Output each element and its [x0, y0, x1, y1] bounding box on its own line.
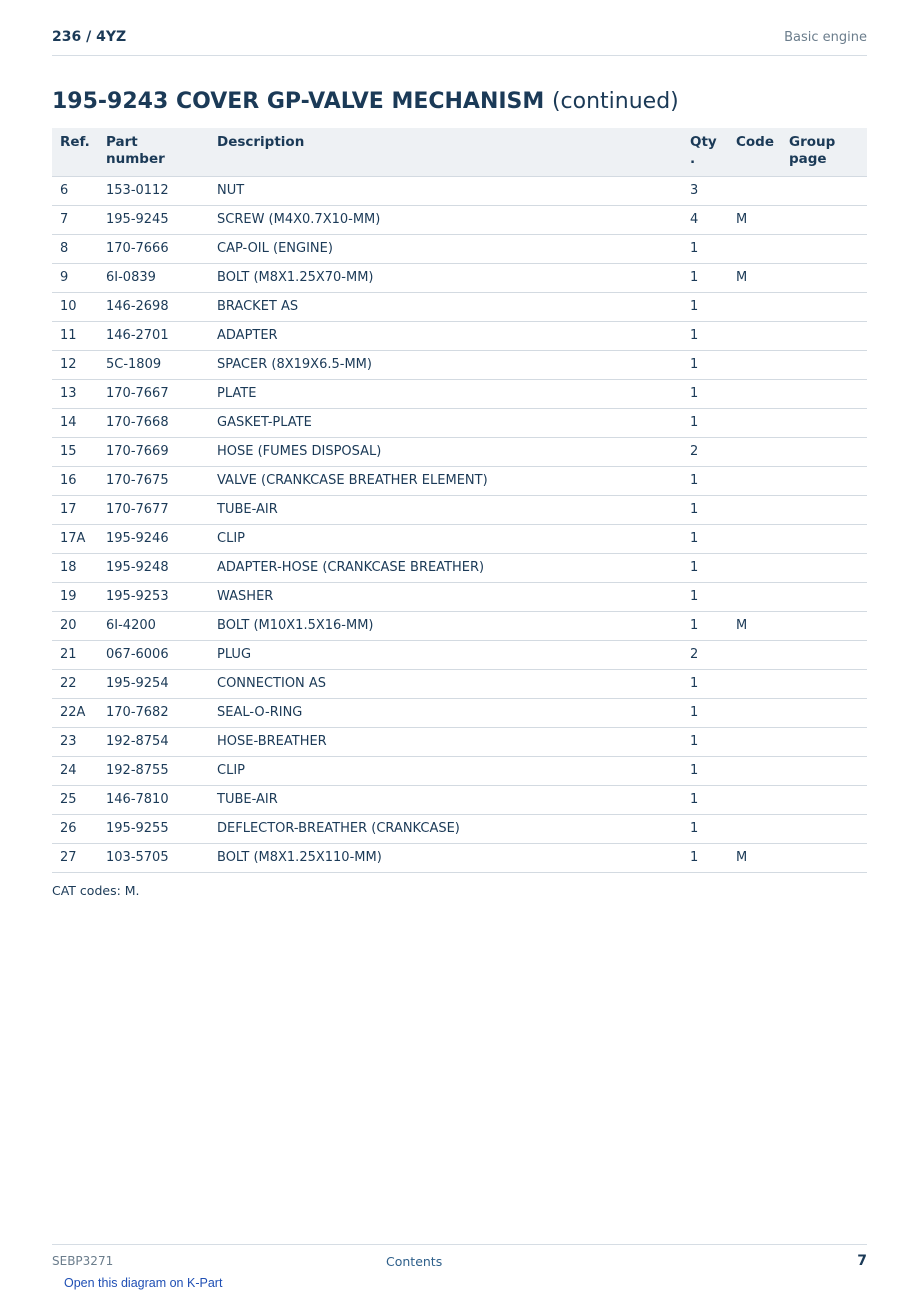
model-label: 236 / 4YZ: [52, 29, 127, 45]
qty-cell: 1: [682, 756, 728, 785]
ref-cell: 26: [52, 814, 98, 843]
ref-cell: 20: [52, 611, 98, 640]
qty-cell: 1: [682, 350, 728, 379]
part-number-cell: 195-9246: [98, 524, 209, 553]
code-cell: [728, 234, 781, 263]
contents-link[interactable]: Contents: [386, 1254, 443, 1269]
group-page-cell: [781, 495, 867, 524]
part-number-cell: 170-7675: [98, 466, 209, 495]
table-row: [52, 698, 867, 727]
ref-cell: 21: [52, 640, 98, 669]
page-footer: [52, 1244, 867, 1275]
table-row: [52, 437, 867, 466]
title-main: 195-9243 COVER GP-VALVE MECHANISM: [52, 89, 545, 114]
group-page-cell: [781, 263, 867, 292]
code-cell: [728, 321, 781, 350]
part-number-cell: 170-7669: [98, 437, 209, 466]
part-number-cell: 170-7667: [98, 379, 209, 408]
title-suffix: (continued): [551, 89, 679, 114]
part-number-cell: 195-9254: [98, 669, 209, 698]
page-header: [52, 29, 867, 56]
table-row: [52, 582, 867, 611]
qty-cell: 1: [682, 814, 728, 843]
ref-cell: 17A: [52, 524, 98, 553]
ref-cell: 22: [52, 669, 98, 698]
table-row: [52, 785, 867, 814]
ref-cell: 12: [52, 350, 98, 379]
ref-cell: 8: [52, 234, 98, 263]
qty-cell: 1: [682, 524, 728, 553]
description-cell: SEAL-O-RING: [209, 698, 682, 727]
group-page-cell: [781, 350, 867, 379]
group-page-cell: [781, 698, 867, 727]
table-body: [52, 176, 867, 872]
col-code-header: Code: [728, 128, 781, 176]
code-cell: [728, 553, 781, 582]
part-number-cell: 146-2698: [98, 292, 209, 321]
table-row: [52, 176, 867, 205]
table-row: [52, 263, 867, 292]
code-cell: [728, 176, 781, 205]
part-number-cell: 5C-1809: [98, 350, 209, 379]
qty-cell: 1: [682, 234, 728, 263]
group-page-cell: [781, 756, 867, 785]
qty-cell: 4: [682, 205, 728, 234]
ref-cell: 10: [52, 292, 98, 321]
table-row: [52, 814, 867, 843]
description-cell: BOLT (M10X1.5X16-MM): [209, 611, 682, 640]
col-qty-header: Qty .: [682, 128, 728, 176]
code-cell: [728, 524, 781, 553]
qty-cell: 2: [682, 640, 728, 669]
qty-cell: 2: [682, 437, 728, 466]
ref-cell: 23: [52, 727, 98, 756]
qty-cell: 1: [682, 611, 728, 640]
ref-cell: 27: [52, 843, 98, 872]
qty-cell: 1: [682, 669, 728, 698]
group-page-cell: [781, 843, 867, 872]
ref-cell: 22A: [52, 698, 98, 727]
ref-cell: 18: [52, 553, 98, 582]
qty-cell: 1: [682, 408, 728, 437]
page-title: [52, 89, 679, 114]
part-number-cell: 195-9245: [98, 205, 209, 234]
group-page-cell: [781, 408, 867, 437]
code-cell: [728, 495, 781, 524]
qty-cell: 1: [682, 553, 728, 582]
group-page-cell: [781, 205, 867, 234]
group-page-cell: [781, 553, 867, 582]
page-number: 7: [857, 1253, 867, 1269]
ref-cell: 7: [52, 205, 98, 234]
description-cell: CLIP: [209, 756, 682, 785]
open-kpart-link[interactable]: Open this diagram on K-Part: [64, 1276, 223, 1290]
part-number-cell: 153-0112: [98, 176, 209, 205]
group-page-cell: [781, 292, 867, 321]
group-page-cell: [781, 176, 867, 205]
code-cell: [728, 669, 781, 698]
table-row: [52, 466, 867, 495]
code-cell: [728, 698, 781, 727]
table-row: [52, 350, 867, 379]
table-row: [52, 640, 867, 669]
code-cell: [728, 408, 781, 437]
code-cell: M: [728, 205, 781, 234]
ref-cell: 16: [52, 466, 98, 495]
part-number-cell: 146-7810: [98, 785, 209, 814]
group-page-cell: [781, 379, 867, 408]
qty-cell: 1: [682, 582, 728, 611]
table-row: [52, 379, 867, 408]
part-number-cell: 103-5705: [98, 843, 209, 872]
code-cell: [728, 466, 781, 495]
part-number-cell: 170-7682: [98, 698, 209, 727]
col-ref-header: Ref.: [52, 128, 98, 176]
part-number-cell: 170-7668: [98, 408, 209, 437]
table-row: [52, 321, 867, 350]
description-cell: HOSE (FUMES DISPOSAL): [209, 437, 682, 466]
col-description-header: Description: [209, 128, 682, 176]
qty-cell: 1: [682, 466, 728, 495]
qty-cell: 1: [682, 263, 728, 292]
qty-cell: 1: [682, 495, 728, 524]
part-number-cell: 170-7666: [98, 234, 209, 263]
description-cell: ADAPTER-HOSE (CRANKCASE BREATHER): [209, 553, 682, 582]
group-page-cell: [781, 321, 867, 350]
group-page-cell: [781, 466, 867, 495]
document-id: SEBP3271: [52, 1254, 114, 1268]
description-cell: BOLT (M8X1.25X70-MM): [209, 263, 682, 292]
description-cell: TUBE-AIR: [209, 785, 682, 814]
cat-codes-note: CAT codes: M.: [52, 883, 140, 898]
description-cell: CONNECTION AS: [209, 669, 682, 698]
description-cell: BRACKET AS: [209, 292, 682, 321]
ref-cell: 24: [52, 756, 98, 785]
code-cell: [728, 756, 781, 785]
ref-cell: 9: [52, 263, 98, 292]
description-cell: ADAPTER: [209, 321, 682, 350]
col-part-number-header: Part number: [98, 128, 209, 176]
code-cell: [728, 640, 781, 669]
ref-cell: 11: [52, 321, 98, 350]
group-page-cell: [781, 611, 867, 640]
part-number-cell: 170-7677: [98, 495, 209, 524]
table-row: [52, 495, 867, 524]
part-number-cell: 195-9253: [98, 582, 209, 611]
code-cell: [728, 582, 781, 611]
code-cell: M: [728, 263, 781, 292]
code-cell: [728, 292, 781, 321]
qty-cell: 1: [682, 379, 728, 408]
description-cell: BOLT (M8X1.25X110-MM): [209, 843, 682, 872]
part-number-cell: 6I-0839: [98, 263, 209, 292]
group-page-cell: [781, 524, 867, 553]
ref-cell: 19: [52, 582, 98, 611]
table-row: [52, 234, 867, 263]
section-label: Basic engine: [784, 30, 867, 45]
table-row: [52, 205, 867, 234]
part-number-cell: 192-8755: [98, 756, 209, 785]
description-cell: SPACER (8X19X6.5-MM): [209, 350, 682, 379]
description-cell: PLUG: [209, 640, 682, 669]
ref-cell: 14: [52, 408, 98, 437]
part-number-cell: 067-6006: [98, 640, 209, 669]
table-header-row: [52, 128, 867, 176]
description-cell: PLATE: [209, 379, 682, 408]
group-page-cell: [781, 437, 867, 466]
description-cell: CAP-OIL (ENGINE): [209, 234, 682, 263]
code-cell: M: [728, 843, 781, 872]
qty-cell: 1: [682, 698, 728, 727]
code-cell: [728, 379, 781, 408]
group-page-cell: [781, 785, 867, 814]
table-row: [52, 292, 867, 321]
qty-cell: 1: [682, 785, 728, 814]
group-page-cell: [781, 727, 867, 756]
ref-cell: 13: [52, 379, 98, 408]
part-number-cell: 146-2701: [98, 321, 209, 350]
col-group-page-header: Group page: [781, 128, 867, 176]
parts-table: [52, 128, 867, 873]
table-row: [52, 408, 867, 437]
group-page-cell: [781, 582, 867, 611]
group-page-cell: [781, 814, 867, 843]
code-cell: [728, 814, 781, 843]
table-row: [52, 727, 867, 756]
group-page-cell: [781, 234, 867, 263]
table-row: [52, 611, 867, 640]
group-page-cell: [781, 640, 867, 669]
code-cell: M: [728, 611, 781, 640]
code-cell: [728, 437, 781, 466]
ref-cell: 15: [52, 437, 98, 466]
table-row: [52, 843, 867, 872]
part-number-cell: 195-9255: [98, 814, 209, 843]
ref-cell: 17: [52, 495, 98, 524]
table-row: [52, 553, 867, 582]
part-number-cell: 6I-4200: [98, 611, 209, 640]
description-cell: GASKET-PLATE: [209, 408, 682, 437]
table-row: [52, 669, 867, 698]
qty-cell: 1: [682, 727, 728, 756]
ref-cell: 25: [52, 785, 98, 814]
part-number-cell: 195-9248: [98, 553, 209, 582]
table-row: [52, 756, 867, 785]
description-cell: VALVE (CRANKCASE BREATHER ELEMENT): [209, 466, 682, 495]
description-cell: TUBE-AIR: [209, 495, 682, 524]
group-page-cell: [781, 669, 867, 698]
ref-cell: 6: [52, 176, 98, 205]
description-cell: SCREW (M4X0.7X10-MM): [209, 205, 682, 234]
code-cell: [728, 785, 781, 814]
code-cell: [728, 350, 781, 379]
qty-cell: 1: [682, 321, 728, 350]
part-number-cell: 192-8754: [98, 727, 209, 756]
description-cell: NUT: [209, 176, 682, 205]
qty-cell: 1: [682, 843, 728, 872]
qty-cell: 1: [682, 292, 728, 321]
description-cell: WASHER: [209, 582, 682, 611]
table-row: [52, 524, 867, 553]
description-cell: HOSE-BREATHER: [209, 727, 682, 756]
qty-cell: 3: [682, 176, 728, 205]
description-cell: CLIP: [209, 524, 682, 553]
code-cell: [728, 727, 781, 756]
description-cell: DEFLECTOR-BREATHER (CRANKCASE): [209, 814, 682, 843]
